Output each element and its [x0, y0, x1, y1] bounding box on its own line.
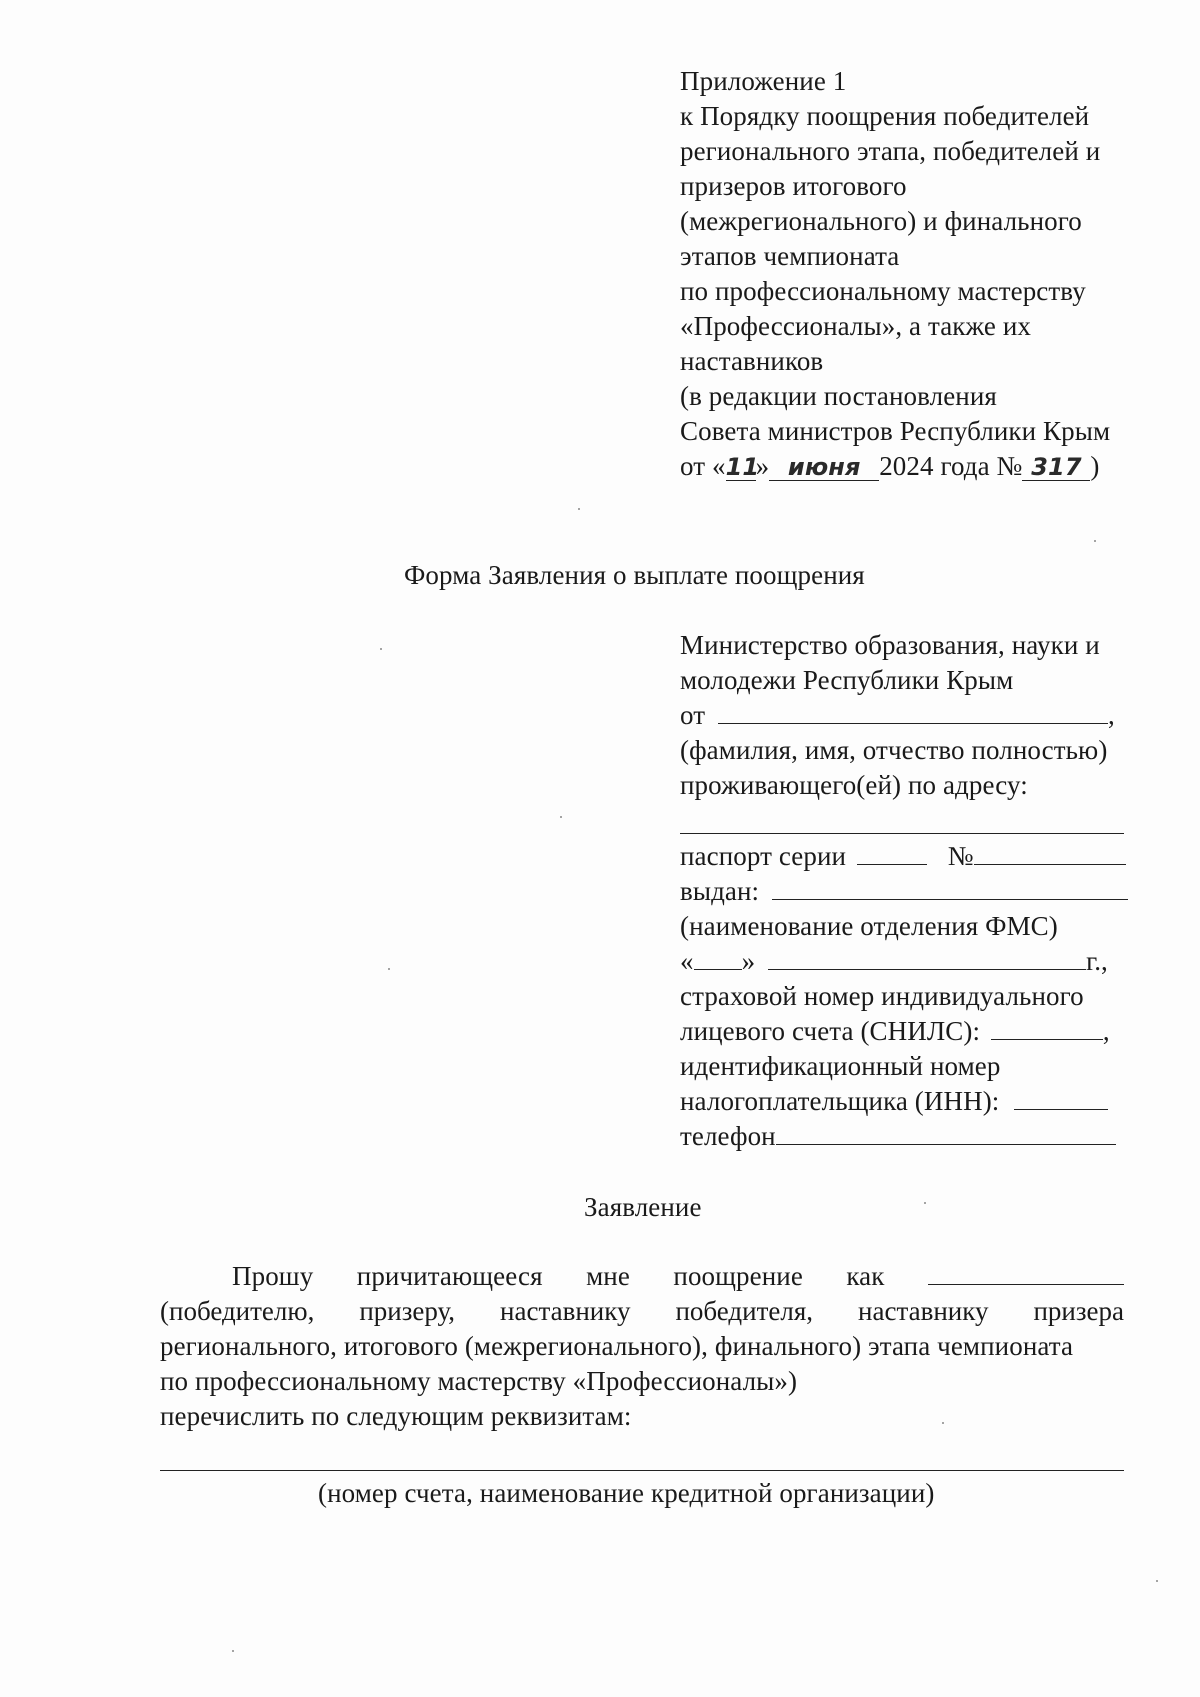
ministry-line-1: Министерство образования, науки и — [680, 630, 1100, 660]
appendix-line: призеров итогового — [680, 171, 907, 201]
appendix-line: по профессиональному мастерству — [680, 276, 1086, 306]
bank-details-field[interactable] — [160, 1470, 1124, 1471]
scan-speck — [232, 1650, 234, 1652]
issue-day-field[interactable] — [694, 945, 742, 970]
issued-line — [680, 874, 1128, 908]
statement-line-5: перечислить по следующим реквизитам: — [160, 1401, 632, 1431]
snils-line-2 — [680, 1014, 1110, 1048]
recipient-type-field[interactable] — [928, 1260, 1124, 1285]
scan-speck — [380, 648, 382, 650]
word: поощрение — [673, 1261, 803, 1291]
issued-label: выдан: — [680, 876, 760, 906]
appendix-line: Приложение 1 — [680, 66, 847, 96]
from-line — [680, 698, 1115, 732]
scan-speck — [1156, 1580, 1158, 1582]
scan-speck — [388, 968, 390, 970]
word: как — [846, 1261, 885, 1291]
issued-by-field[interactable] — [772, 875, 1128, 900]
appendix-line: Совета министров Республики Крым — [680, 416, 1111, 446]
scan-speck — [942, 1422, 944, 1424]
snils-label: лицевого счета (СНИЛС): — [680, 1016, 981, 1046]
passport-line — [680, 839, 1126, 873]
appendix-line: этапов чемпионата — [680, 241, 900, 271]
date-mid: » — [755, 451, 770, 481]
issue-date-line — [680, 944, 1108, 978]
word: Прошу — [232, 1261, 314, 1291]
inn-field[interactable] — [1014, 1085, 1108, 1110]
appendix-line: наставников — [680, 346, 824, 376]
inn-line-1: идентификационный номер — [680, 1051, 1001, 1081]
from-comma: , — [1108, 700, 1115, 730]
ministry-line-2: молодежи Республики Крым — [680, 665, 1014, 695]
residing-label: проживающего(ей) по адресу: — [680, 770, 1028, 800]
handwritten-month: июня — [769, 454, 879, 481]
scan-speck — [578, 508, 580, 510]
decree-date-line — [680, 449, 1100, 483]
issue-month-year-field[interactable] — [768, 945, 1086, 970]
from-label: от — [680, 700, 706, 730]
year-suffix: г., — [1086, 946, 1108, 976]
fms-hint: (наименование отделения ФМС) — [680, 911, 1058, 941]
fio-hint: (фамилия, имя, отчество полностью) — [680, 735, 1108, 765]
handwritten-day: 11 — [725, 453, 760, 481]
statement-title: Заявление — [584, 1192, 702, 1222]
quote-close: » — [741, 946, 756, 976]
snils-line-1: страховой номер индивидуального — [680, 981, 1084, 1011]
passport-label: паспорт серии — [680, 841, 847, 871]
date-year: 2024 года № — [879, 451, 1023, 481]
account-hint: (номер счета, наименование кредитной организации) — [318, 1478, 935, 1508]
scan-speck — [924, 1202, 926, 1204]
quote-open: « — [680, 946, 694, 976]
snils-comma: , — [1102, 1016, 1110, 1046]
word: причитающееся — [356, 1261, 543, 1291]
appendix-line: к Порядку поощрения победителей — [680, 101, 1090, 131]
phone-field[interactable] — [776, 1120, 1116, 1145]
phone-line — [680, 1119, 1116, 1153]
date-prefix: от « — [680, 451, 726, 481]
scan-speck — [1094, 540, 1096, 542]
form-title: Форма Заявления о выплате поощрения — [404, 560, 865, 590]
passport-number-field[interactable] — [974, 840, 1126, 865]
statement-line-1 — [232, 1259, 1124, 1293]
appendix-line: регионального этапа, победителей и — [680, 136, 1101, 166]
snils-field[interactable] — [991, 1015, 1103, 1040]
passport-series-field[interactable] — [857, 840, 927, 865]
inn-label: налогоплательщика (ИНН): — [680, 1086, 1000, 1116]
appendix-line: (межрегионального) и финального — [680, 206, 1082, 236]
word: мне — [586, 1261, 630, 1291]
statement-line-2: (победителю, призеру, наставнику победителя, наставнику призера — [160, 1296, 1124, 1326]
number-sign: № — [947, 841, 974, 871]
appendix-line: «Профессионалы», а также их — [680, 311, 1031, 341]
handwritten-number: 317 — [1022, 454, 1090, 481]
scan-speck — [560, 816, 562, 818]
statement-line-4: по профессиональному мастерству «Профессионалы») — [160, 1366, 798, 1396]
phone-label: телефон — [680, 1121, 776, 1151]
full-name-field[interactable] — [718, 699, 1108, 724]
statement-line-3: регионального, итогового (межрегионального), финального) этапа чемпионата — [160, 1331, 1074, 1361]
appendix-line: (в редакции постановления — [680, 381, 997, 411]
inn-line-2 — [680, 1084, 1108, 1118]
address-field[interactable] — [680, 833, 1124, 834]
date-suffix: ) — [1090, 451, 1100, 481]
